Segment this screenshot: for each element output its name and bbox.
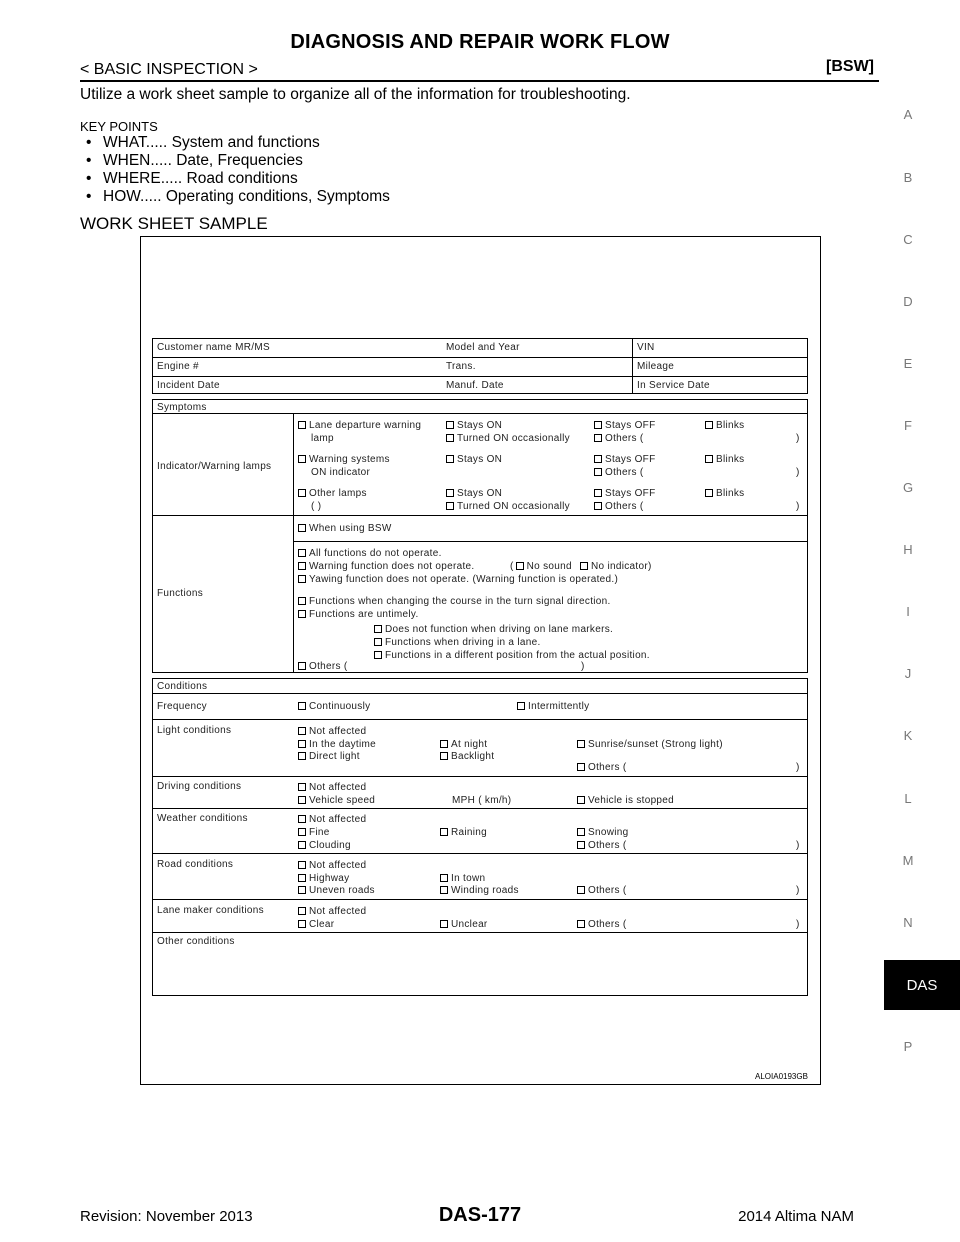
checkbox-icon[interactable]	[594, 489, 602, 497]
functions-changing-label: Functions when changing the course in the turn signal direction.	[309, 596, 611, 607]
stays-off-label: Stays OFF	[605, 488, 656, 499]
weather-others-item	[577, 840, 627, 851]
not-affected-item	[298, 906, 366, 917]
stays-on-label: Stays ON	[457, 420, 503, 431]
turned-on-item	[446, 501, 570, 512]
frequency-label: Frequency	[157, 701, 207, 712]
not-affected-label: Not affected	[309, 814, 367, 825]
functions-in-lane-label: Functions when driving in a lane.	[385, 637, 541, 648]
not-function-markers-label: Does not function when driving on lane markers.	[385, 624, 614, 635]
clear-label: Clear	[309, 919, 335, 930]
mileage-label: Mileage	[637, 361, 675, 372]
checkbox-icon[interactable]	[440, 752, 448, 760]
col-divider	[632, 338, 633, 394]
blinks-item	[705, 420, 744, 431]
others-item	[594, 501, 644, 512]
intermittently-item	[517, 701, 589, 712]
stays-off-item	[594, 454, 655, 465]
manuf-date-label: Manuf. Date	[446, 380, 504, 391]
not-affected-item	[298, 782, 366, 793]
side-index-k[interactable]: K	[903, 728, 913, 743]
side-index-p[interactable]: P	[903, 1039, 913, 1054]
side-index-a[interactable]: A	[903, 107, 913, 122]
close-paren: )	[796, 919, 800, 930]
not-affected-label: Not affected	[309, 726, 367, 737]
backlight-label: Backlight	[451, 751, 495, 762]
row-divider	[152, 932, 808, 933]
incident-date-label: Incident Date	[157, 380, 220, 391]
light-conditions-label: Light conditions	[157, 725, 232, 736]
checkbox-icon[interactable]	[577, 763, 585, 771]
side-index-b[interactable]: B	[903, 170, 913, 185]
functions-in-lane-item	[374, 637, 541, 648]
intermittently-label: Intermittently	[528, 701, 590, 712]
unclear-label: Unclear	[451, 919, 488, 930]
mph-label: MPH ( km/h)	[452, 795, 512, 806]
key-point-item: • HOW..... Operating conditions, Symptoms	[80, 188, 390, 206]
light-others-item	[577, 762, 627, 773]
paren-blank: ( )	[311, 501, 322, 512]
checkbox-icon[interactable]	[298, 662, 306, 670]
symptoms-title: Symptoms	[157, 402, 207, 413]
open-paren: (	[510, 561, 514, 572]
others-label: Others (	[588, 885, 627, 896]
side-index-h[interactable]: H	[903, 542, 913, 557]
at-night-label: At night	[451, 739, 488, 750]
blinks-label: Blinks	[716, 488, 745, 499]
vehicle-speed-label: Vehicle speed	[309, 795, 376, 806]
side-index-f[interactable]: F	[904, 418, 912, 433]
unclear-item	[440, 919, 488, 930]
checkbox-icon[interactable]	[594, 421, 602, 429]
others-label: Others (	[588, 840, 627, 851]
snowing-label: Snowing	[588, 827, 629, 838]
key-point-item: • WHAT..... System and functions	[80, 134, 390, 152]
checkbox-icon[interactable]	[440, 874, 448, 882]
others-item	[594, 467, 644, 478]
checkbox-icon[interactable]	[594, 468, 602, 476]
no-indicator-label: No indicator)	[591, 561, 652, 572]
close-paren: )	[796, 885, 800, 896]
side-index-e[interactable]: E	[903, 356, 913, 371]
yawing-item	[298, 574, 618, 585]
uneven-item	[298, 885, 375, 896]
checkbox-icon[interactable]	[298, 421, 306, 429]
checkbox-icon[interactable]	[440, 920, 448, 928]
others-label: Others (	[588, 919, 627, 930]
others-label: Others (	[605, 433, 644, 444]
checkbox-icon[interactable]	[705, 421, 713, 429]
row-divider	[152, 357, 808, 358]
checkbox-icon[interactable]	[298, 597, 306, 605]
checkbox-icon[interactable]	[298, 727, 306, 735]
model-text: 2014 Altima NAM	[738, 1208, 854, 1225]
stays-on-label: Stays ON	[457, 454, 503, 465]
not-affected-item	[298, 860, 366, 871]
row-divider	[293, 541, 808, 542]
side-index-das-tab[interactable]: DAS	[884, 960, 960, 1010]
driving-conditions-label: Driving conditions	[157, 781, 242, 792]
row-divider	[152, 776, 808, 777]
checkbox-icon[interactable]	[298, 828, 306, 836]
sunrise-label: Sunrise/sunset (Strong light)	[588, 739, 723, 750]
ws-label: Warning systems	[309, 454, 390, 465]
figure-id: ALOIA0193GB	[755, 1072, 808, 1081]
in-town-item	[440, 873, 485, 884]
other-conditions-label: Other conditions	[157, 936, 235, 947]
side-index-d[interactable]: D	[903, 294, 913, 309]
clear-item	[298, 919, 334, 930]
daytime-label: In the daytime	[309, 739, 377, 750]
functions-label: Functions	[157, 588, 204, 599]
row-divider	[152, 719, 808, 720]
checkbox-icon[interactable]	[446, 434, 454, 442]
checkbox-icon[interactable]	[298, 783, 306, 791]
checkbox-icon[interactable]	[374, 625, 382, 633]
checkbox-icon[interactable]	[298, 702, 306, 710]
side-index-j[interactable]: J	[904, 666, 912, 681]
checkbox-icon[interactable]	[577, 796, 585, 804]
functions-untimely-item	[298, 609, 419, 620]
stays-off-label: Stays OFF	[605, 454, 656, 465]
uneven-label: Uneven roads	[309, 885, 375, 896]
checkbox-icon[interactable]	[440, 828, 448, 836]
not-affected-label: Not affected	[309, 906, 367, 917]
stays-on-item	[446, 454, 502, 465]
checkbox-icon[interactable]	[374, 638, 382, 646]
page-title: DIAGNOSIS AND REPAIR WORK FLOW	[290, 31, 670, 53]
side-index-g[interactable]: G	[902, 480, 914, 495]
vin-label: VIN	[637, 342, 655, 353]
not-affected-item	[298, 726, 366, 737]
close-paren: )	[796, 840, 800, 851]
road-others-item	[577, 885, 627, 896]
key-points-list	[80, 134, 390, 206]
trans-label: Trans.	[446, 361, 476, 372]
no-sound-label: No sound	[526, 561, 572, 572]
checkbox-icon[interactable]	[705, 489, 713, 497]
checkbox-icon[interactable]	[577, 740, 585, 748]
side-index-m[interactable]: M	[902, 853, 914, 868]
checkbox-icon[interactable]	[446, 421, 454, 429]
turned-on-label: Turned ON occasionally	[457, 501, 570, 512]
checkbox-icon[interactable]	[298, 549, 306, 557]
when-using-label: When using BSW	[309, 523, 392, 534]
lane-others-item	[577, 919, 627, 930]
checkbox-icon[interactable]	[594, 455, 602, 463]
checkbox-icon[interactable]	[440, 886, 448, 894]
when-using-item	[298, 523, 392, 534]
checkbox-icon[interactable]	[446, 455, 454, 463]
weather-conditions-label: Weather conditions	[157, 813, 248, 824]
winding-item	[440, 885, 519, 896]
ldw-item	[298, 420, 421, 431]
checkbox-icon[interactable]	[298, 874, 306, 882]
side-index-c[interactable]: C	[903, 232, 913, 247]
row-divider	[152, 853, 808, 854]
no-sound-item	[510, 561, 572, 572]
others-label: Others (	[605, 501, 644, 512]
checkbox-icon[interactable]	[298, 752, 306, 760]
stays-off-label: Stays OFF	[605, 420, 656, 431]
intro-text: Utilize a work sheet sample to organize all of the information for troubleshooting.	[80, 86, 631, 103]
checkbox-icon[interactable]	[298, 796, 306, 804]
ws-item	[298, 454, 390, 465]
continuously-item	[298, 701, 370, 712]
other-lamps-label: Other lamps	[309, 488, 367, 499]
others-label: Others (	[588, 762, 627, 773]
page-number: DAS-177	[438, 1204, 522, 1226]
others-label: Others (	[605, 467, 644, 478]
others-label: Others (	[309, 661, 348, 672]
checkbox-icon[interactable]	[594, 434, 602, 442]
daytime-item	[298, 739, 376, 750]
raining-item	[440, 827, 487, 838]
at-night-item	[440, 739, 487, 750]
key-point-item: • WHERE..... Road conditions	[80, 170, 390, 188]
system-code: [BSW]	[826, 58, 874, 75]
blinks-label: Blinks	[716, 420, 745, 431]
fine-item	[298, 827, 330, 838]
indicator-lamps-label: Indicator/Warning lamps	[157, 461, 272, 472]
checkbox-icon[interactable]	[298, 907, 306, 915]
customer-name-label: Customer name MR/MS	[157, 342, 270, 353]
checkbox-icon[interactable]	[446, 502, 454, 510]
functions-others-item	[298, 661, 348, 672]
checkbox-icon[interactable]	[298, 886, 306, 894]
row-divider	[152, 808, 808, 809]
warning-function-label: Warning function does not operate.	[309, 561, 475, 572]
direct-light-label: Direct light	[309, 751, 360, 762]
work-sheet-heading: WORK SHEET SAMPLE	[80, 214, 268, 233]
other-lamps-item	[298, 488, 367, 499]
checkbox-icon[interactable]	[298, 524, 306, 532]
checkbox-icon[interactable]	[577, 828, 585, 836]
sunrise-item	[577, 739, 723, 750]
row-divider	[152, 376, 808, 377]
close-paren: )	[796, 501, 800, 512]
ldw-label-2: lamp	[311, 433, 334, 444]
clouding-item	[298, 840, 351, 851]
snowing-item	[577, 827, 628, 838]
close-paren: )	[796, 762, 800, 773]
checkbox-icon[interactable]	[440, 740, 448, 748]
stays-on-item	[446, 488, 502, 499]
turned-on-item	[446, 433, 570, 444]
model-year-label: Model and Year	[446, 342, 520, 353]
checkbox-icon[interactable]	[298, 455, 306, 463]
blinks-item	[705, 488, 744, 499]
road-conditions-label: Road conditions	[157, 859, 234, 870]
checkbox-icon[interactable]	[298, 575, 306, 583]
header-rule	[80, 80, 879, 82]
checkbox-icon[interactable]	[577, 841, 585, 849]
checkbox-icon[interactable]	[594, 502, 602, 510]
checkbox-icon[interactable]	[298, 562, 306, 570]
in-service-date-label: In Service Date	[637, 380, 710, 391]
stays-on-label: Stays ON	[457, 488, 503, 499]
functions-changing-item	[298, 596, 611, 607]
backlight-item	[440, 751, 494, 762]
not-function-markers-item	[374, 624, 613, 635]
checkbox-icon[interactable]	[374, 651, 382, 659]
revision-text: Revision: November 2013	[80, 1208, 253, 1225]
checkbox-icon[interactable]	[298, 610, 306, 618]
functions-untimely-label: Functions are untimely.	[309, 609, 419, 620]
functions-diff-pos-item	[374, 650, 650, 661]
checkbox-icon[interactable]	[705, 455, 713, 463]
row-divider	[152, 899, 808, 900]
clouding-label: Clouding	[309, 840, 351, 851]
engine-label: Engine #	[157, 361, 199, 372]
ws-label-2: ON indicator	[311, 467, 371, 478]
vehicle-stopped-label: Vehicle is stopped	[588, 795, 675, 806]
winding-label: Winding roads	[451, 885, 519, 896]
ldw-label: Lane departure warning	[309, 420, 422, 431]
checkbox-icon[interactable]	[446, 489, 454, 497]
blinks-label: Blinks	[716, 454, 745, 465]
checkbox-icon[interactable]	[298, 740, 306, 748]
functions-diff-pos-label: Functions in a different position from the actual position.	[385, 650, 650, 661]
not-affected-label: Not affected	[309, 782, 367, 793]
key-points-title: KEY POINTS	[80, 119, 158, 134]
not-affected-label: Not affected	[309, 860, 367, 871]
all-functions-item	[298, 548, 442, 559]
yawing-label: Yawing function does not operate. (Warning function is operated.)	[309, 574, 619, 585]
highway-label: Highway	[309, 873, 350, 884]
turned-on-label: Turned ON occasionally	[457, 433, 570, 444]
in-town-label: In town	[451, 873, 486, 884]
side-index-l[interactable]: L	[904, 791, 912, 806]
close-paren: )	[581, 661, 585, 672]
checkbox-icon[interactable]	[298, 841, 306, 849]
side-index-n[interactable]: N	[903, 915, 913, 930]
stays-on-item	[446, 420, 502, 431]
side-index-i[interactable]: I	[906, 604, 910, 619]
close-paren: )	[796, 433, 800, 444]
row-divider	[152, 413, 808, 414]
fine-label: Fine	[309, 827, 330, 838]
direct-light-item	[298, 751, 360, 762]
no-indicator-item	[580, 561, 652, 572]
checkbox-icon[interactable]	[298, 861, 306, 869]
blinks-item	[705, 454, 744, 465]
checkbox-icon[interactable]	[577, 920, 585, 928]
warning-function-item	[298, 561, 474, 572]
checkbox-icon[interactable]	[298, 489, 306, 497]
checkbox-icon[interactable]	[516, 562, 524, 570]
all-functions-label: All functions do not operate.	[309, 548, 442, 559]
continuously-label: Continuously	[309, 701, 371, 712]
highway-item	[298, 873, 349, 884]
raining-label: Raining	[451, 827, 488, 838]
checkbox-icon[interactable]	[298, 815, 306, 823]
row-divider	[152, 693, 808, 694]
col-divider	[293, 413, 294, 673]
conditions-title: Conditions	[157, 681, 208, 692]
checkbox-icon[interactable]	[577, 886, 585, 894]
section-label: < BASIC INSPECTION >	[80, 61, 258, 78]
checkbox-icon[interactable]	[517, 702, 525, 710]
key-point-item: • WHEN..... Date, Frequencies	[80, 152, 390, 170]
lane-maker-conditions-label: Lane maker conditions	[157, 905, 264, 916]
not-affected-item	[298, 814, 366, 825]
stays-off-item	[594, 420, 655, 431]
vehicle-speed-item	[298, 795, 375, 806]
stays-off-item	[594, 488, 655, 499]
checkbox-icon[interactable]	[580, 562, 588, 570]
vehicle-stopped-item	[577, 795, 674, 806]
others-item	[594, 433, 644, 444]
close-paren: )	[796, 467, 800, 478]
checkbox-icon[interactable]	[298, 920, 306, 928]
row-divider	[152, 515, 808, 516]
